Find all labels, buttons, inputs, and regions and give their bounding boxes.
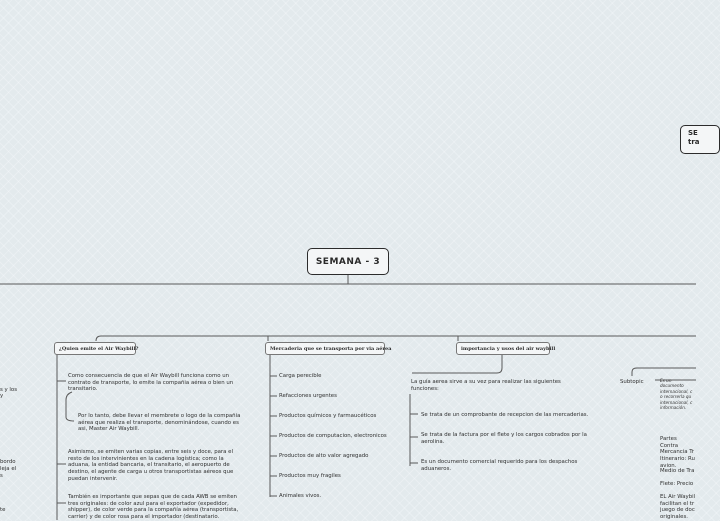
quien-paragraph-2: Asimismo, se emiten varias copias, entre seis y doce, para el resto de los intervinientes en la cadena logística; como la aduana, la entidad bancaria, el transitario, el aeropuerto de destino, el agente de carga u otros transportistas aéreos que puedan intervenir. xyxy=(68,449,234,482)
importancia-item: Se trata de un comprobante de recepcion de las mercaderias. xyxy=(421,412,589,418)
subtopic-line: Flete: Precio xyxy=(660,481,694,487)
subtopic-label[interactable]: Subtopic xyxy=(620,379,644,385)
mercaderia-item: Refacciones urgentes xyxy=(279,393,337,399)
quien-paragraph-3: También es importante que sepas que de cada AWB se emiten tres originales: de color azul para el exportador (expedidor, shipper), de color verde para la compañía aérea (transportista, carrier) y de color rosa para el importador (destinatario. xyxy=(68,494,239,521)
left-edge-fragment: leja el xyxy=(0,466,17,472)
left-edge-fragment: bordo xyxy=(0,459,16,465)
left-edge-fragment: y xyxy=(0,393,4,399)
floating-topic[interactable] xyxy=(680,125,720,154)
left-edge-fragment: s xyxy=(0,473,3,479)
subtopic-line: Medio de Tra xyxy=(660,468,695,474)
quien-paragraph-1-sub: Por lo tanto, debe llevar el membrete o logo de la compañia aérea que realiza el transporte, denominándose, cuando es asi, Master Air Waybill. xyxy=(78,413,241,433)
importancia-intro: La guía aerea sirve a su vez para realizar las siguientes funciones: xyxy=(411,379,561,392)
branch-mercaderia[interactable]: Mercaderia que se transporta por via aérea xyxy=(265,342,385,355)
mercaderia-item: Carga perecible xyxy=(279,373,322,379)
floating-topic-line2: tra xyxy=(688,138,700,146)
branch-importancia[interactable]: importancia y usos del air waybill xyxy=(456,342,550,355)
importancia-item: Es un documento comercial requerido para los despachos aduaneros. xyxy=(421,459,578,472)
subtopic-line: Partes Contra Mercancia Tr Itinerario: Ru avion. xyxy=(660,436,695,469)
root-topic[interactable]: SEMANA - 3 xyxy=(307,248,389,275)
left-edge-fragment: te xyxy=(0,507,6,513)
floating-topic-line1: SE xyxy=(688,129,698,137)
subtopic-note: Es un documento internacional, c o recorrerla qu internacional, c información. xyxy=(660,378,693,411)
quien-paragraph-1: Como consecuencia de que el Air Waybill funciona como un contrato de transporte, lo emite la compañia aérea o bien un transitario. xyxy=(68,373,234,393)
mercaderia-item: Productos de computacion, electronicos xyxy=(279,433,387,439)
mercaderia-item: Productos muy fragiles xyxy=(279,473,341,479)
left-edge-fragment: s y los xyxy=(0,387,18,393)
mercaderia-item: Animales vivos. xyxy=(279,493,322,499)
mercaderia-item: Productos químicos y farmaucéticos xyxy=(279,413,377,419)
mercaderia-item: Productos de alto valor agregado xyxy=(279,453,369,459)
branch-quien-emite[interactable]: ¿Quien emite el Air Waybill? xyxy=(54,342,136,355)
importancia-item: Se trata de la factura por el flete y los cargos cobrados por la aerolina. xyxy=(421,432,587,445)
subtopic-line: EL Air Waybil facilitan el tr juego de doc originales. xyxy=(660,494,696,521)
